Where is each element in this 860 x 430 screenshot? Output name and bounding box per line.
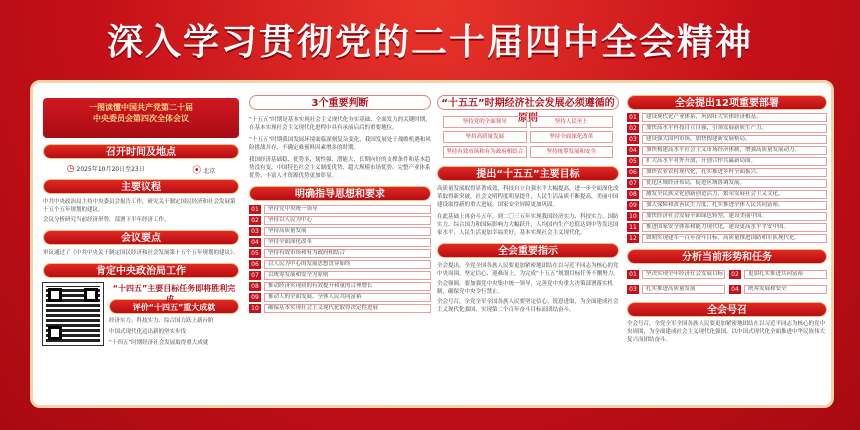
deploy-number: 06 <box>627 168 639 177</box>
guide-number: 02 <box>249 216 261 225</box>
section-12-deploy-header: 全会提出12项重要部署 <box>627 95 827 110</box>
analysis-item <box>627 270 725 279</box>
agenda-text-1: 中共中央政治局主持中央委员会报告工作，研究关于制定国民经济和社会发展第十五个五年规划的建议。 <box>43 199 236 213</box>
deploy-number: 12 <box>627 234 639 243</box>
guide-text: 推动人的全面发展、全体人民共同富裕 <box>264 293 431 302</box>
guide-item <box>249 304 431 313</box>
judgment-3: 我国经济基础稳、优势多、韧性强、潜能大，长期向好的支撑条件和基本趋势没有变，中国特色社会主义制度优势、超大规模市场优势、完整产业体系优势、丰富人才资源优势更加彰显。 <box>249 157 431 179</box>
section-agenda-header: 主要议程 <box>43 179 239 194</box>
deploy-text: 建设现代化产业体系，巩固壮大实体经济根基。 <box>642 113 827 122</box>
guide-text: 以人民为中心的发展思想贯穿始终 <box>264 260 431 269</box>
column-1 <box>43 83 239 347</box>
guide-item <box>249 282 431 291</box>
achieve-1: 经济实力、科技实力、综合国力跃上新台阶 <box>109 318 214 324</box>
guide-text: 坚持党中央统一领导 <box>264 205 431 214</box>
deploy-text-1: 全会提出，全党全国各族人民要更加紧密地团结在以习近平同志为核心的党中央周围，坚定信心、迎难而上，为完成“十五五”规划目标任务不懈努力。 <box>437 263 619 277</box>
deploy-text-3: 全会号召，全党全军全国各族人民要坚定信心、锐意进取，为全面建成社会主义现代化强国、实现第二个百年奋斗目标而团结奋斗。 <box>437 299 619 313</box>
deploy-text: 加大保障和改善民生力度，扎实推进全体人民共同富裕。 <box>642 201 827 210</box>
affirm-panel <box>109 283 239 347</box>
section-guiding-header: 明确指导思想和要求 <box>249 186 431 201</box>
analysis-grid <box>627 268 827 296</box>
affirm-text: “十四五”主要目标任务即将胜利完 <box>112 284 236 293</box>
analysis-number: 04 <box>729 285 741 294</box>
analysis-item <box>627 285 725 294</box>
guide-text: 坚持全面深化改革 <box>264 238 431 247</box>
column-4 <box>627 83 827 344</box>
guide-number: 09 <box>249 293 261 302</box>
deploy-number: 10 <box>627 212 639 221</box>
deploy-number: 05 <box>627 157 639 166</box>
deploy-12-list <box>627 113 827 243</box>
principle-box: 坚持全面深化改革 <box>530 131 614 143</box>
analysis-number: 03 <box>627 285 639 294</box>
deploy-number: 09 <box>627 201 639 210</box>
location-pin-icon: ⦿ <box>192 165 202 176</box>
guide-text: 确保基本实现社会主义现代化取得决定性进展 <box>264 304 431 313</box>
deploy-item <box>627 146 827 155</box>
guide-item <box>249 271 431 280</box>
guide-number: 10 <box>249 304 261 313</box>
deploy-item <box>627 234 827 243</box>
section-judgments-header: 3个重要判断 <box>249 95 431 110</box>
banner-line-2: 中央委员会第四次全体会议 <box>93 114 189 123</box>
section-affirm-header: 肯定中央政治局工作 <box>43 263 239 278</box>
deploy-text: 加快农业农村现代化，扎实推进乡村全面振兴。 <box>642 168 827 177</box>
deploy-number: 08 <box>627 190 639 199</box>
location-text: ⦿ 北京 <box>192 165 216 176</box>
deploy-number: 02 <box>627 124 639 133</box>
judgment-2: “十五五”时期我国发展环境面临深刻复杂变化，我国发展处于战略机遇和风险挑战并存、不确定难预料因素增多的时期。 <box>249 137 431 151</box>
principle-box: 坚持高质量发展 <box>443 131 527 143</box>
guide-text: 坚持有效市场和有为政府相结合 <box>264 249 431 258</box>
deploy-text: 加快构建高水平社会主义市场经济体制，增强高质量发展动力。 <box>642 146 827 155</box>
deploy-number: 04 <box>627 146 639 155</box>
call-text: 全会号召，全党全军全国各族人民要更加紧密地团结在以习近平同志为核心的党中央周围，为全面建成社会主义现代化强国、以中国式现代化全面推进中华民族伟大复兴而团结奋斗。 <box>627 321 826 343</box>
deploy-text: 激发全民族文化创新创造活力，繁荣发展社会主义文化。 <box>642 190 827 199</box>
section-principles-header: “十五五”时期经济社会发展必须遵循的原则 <box>437 95 619 110</box>
guide-text: 以统筹发展和安全为原则 <box>264 271 431 280</box>
section-deploy-header: 全会重要指示 <box>437 243 619 258</box>
time-place-row <box>43 163 239 175</box>
goals-text-2: 在此基础上再奋斗五年，到二〇三五年实现我国经济实力、科技实力、国防实力、综合国力和国际影响力大幅跃升，人均国内生产总值达到中等发达国家水平，人民生活更加幸福美好，基本实现社会主义现代化。 <box>437 214 619 236</box>
analysis-number: 01 <box>627 270 639 279</box>
analysis-number: 02 <box>729 270 741 279</box>
deploy-item <box>627 124 827 133</box>
deploy-number: 03 <box>627 135 639 144</box>
principle-box: 坚持人民至上 <box>530 116 614 128</box>
guide-number: 05 <box>249 249 261 258</box>
deploy-item <box>627 135 827 144</box>
content-board <box>30 80 834 408</box>
guide-text: 坚持以人民为中心 <box>264 216 431 225</box>
analysis-item <box>729 285 827 294</box>
deploy-item <box>627 157 827 166</box>
agenda-text-2: 会议分析研究当前经济形势，部署下半年经济工作。 <box>43 217 170 223</box>
deploy-text: 扩大高水平对外开放，开创合作共赢新局面。 <box>642 157 827 166</box>
goals-text-1: 高质量发展取得显著成效，科技自立自强水平大幅提高，进一步全面深化改革取得新突破，社会文明程度明显提升，人民生活品质不断提高，美丽中国建设取得新的重大进展，国家安全屏障更加巩固。 <box>437 186 619 208</box>
guide-item <box>249 216 431 225</box>
guide-item <box>249 293 431 302</box>
guide-number: 03 <box>249 227 261 236</box>
section-goals-header: 提出“十五五”主要目标 <box>437 166 619 181</box>
principle-box: 坚持统筹发展和安全 <box>530 146 614 158</box>
banner-line-1: 一图读懂中国共产党第二十届 <box>89 103 193 112</box>
achieve-2: 中国式现代化迈出新的坚实步伐 <box>109 329 187 335</box>
deploy-text: 加快高水平科技自立自强，引领发展新质生产力。 <box>642 124 827 133</box>
deploy-text: 建设强大国内市场，加快构建新发展格局。 <box>642 135 827 144</box>
principle-box: 坚持有效市场和有为政府相结合 <box>443 146 527 158</box>
guide-number: 08 <box>249 282 261 291</box>
guide-text: 推动经济实现质的有效提升和量的合理增长 <box>264 282 431 291</box>
qr-code <box>43 283 103 345</box>
principle-box: 坚持党的全面领导 <box>443 116 527 128</box>
deploy-number: 07 <box>627 179 639 188</box>
date-text: ◷ 2025年10月20日至23日 <box>66 164 145 174</box>
section-time-place-header: 召开时间及地点 <box>43 144 239 159</box>
clock-icon: ◷ <box>66 164 75 174</box>
guiding-list <box>249 205 431 313</box>
judgment-1: “十五五”时期是基本实现社会主义现代化夯实基础、全面发力的关键时期，在基本实现社会主义现代化进程中具有承前启后的重要地位。 <box>249 117 431 131</box>
banner <box>43 98 239 138</box>
section-results-header: 会议要点 <box>43 230 239 245</box>
guide-item <box>249 205 431 214</box>
achieve-3: “十四五”时期经济社会发展取得重大成就 <box>109 340 209 346</box>
section-analysis-header: 分析当前形势和任务 <box>627 249 827 264</box>
deploy-item <box>627 113 827 122</box>
guide-item <box>249 249 431 258</box>
deploy-item <box>627 201 827 210</box>
guide-number: 01 <box>249 205 261 214</box>
section-achievements-header: 评价“十四五”重大成就 <box>109 299 239 314</box>
page-title: 深入学习贯彻党的二十届四中全会精神 <box>106 22 753 63</box>
analysis-text: 更加扎实推进共同富裕 <box>744 270 827 279</box>
deploy-number: 01 <box>627 113 639 122</box>
qr-area <box>43 283 239 347</box>
deploy-item <box>627 190 827 199</box>
column-2 <box>249 83 431 315</box>
guide-item <box>249 227 431 236</box>
deploy-item <box>627 168 827 177</box>
analysis-text: 统筹发展和安全 <box>744 285 827 294</box>
deploy-item <box>627 179 827 188</box>
deploy-text: 推进国家安全体系和能力现代化，建设更高水平平安中国。 <box>642 223 827 232</box>
guide-item <box>249 260 431 269</box>
guide-text: 坚持高质量发展 <box>264 227 431 236</box>
section-call-header: 全会号召 <box>627 302 827 317</box>
deploy-text: 加快经济社会发展全面绿色转型，建设美丽中国。 <box>642 212 827 221</box>
deploy-number: 11 <box>627 223 639 232</box>
guide-item <box>249 238 431 247</box>
analysis-text: 扎实推进高质量发展 <box>642 285 725 294</box>
analysis-text: 坚决实现全年经济社会发展目标 <box>642 270 725 279</box>
deploy-text: 优化区域经济布局，促进区域协调发展。 <box>642 179 827 188</box>
deploy-item <box>627 223 827 232</box>
column-3 <box>437 83 619 314</box>
guide-number: 06 <box>249 260 261 269</box>
guide-number: 04 <box>249 238 261 247</box>
guide-number: 07 <box>249 271 261 280</box>
results-text: 审议通过了《中共中央关于制定国民经济和社会发展第十五个五年规划的建议》。 <box>43 250 239 256</box>
deploy-text: 如期实现建军一百年奋斗目标，高质量推进国防和军队现代化。 <box>642 234 827 243</box>
deploy-text-2: 全会强调，要加强党中央集中统一领导，完善党中央重大决策部署落实机制，确保党中央令行禁止。 <box>437 281 614 295</box>
deploy-item <box>627 212 827 221</box>
analysis-item <box>729 270 827 279</box>
